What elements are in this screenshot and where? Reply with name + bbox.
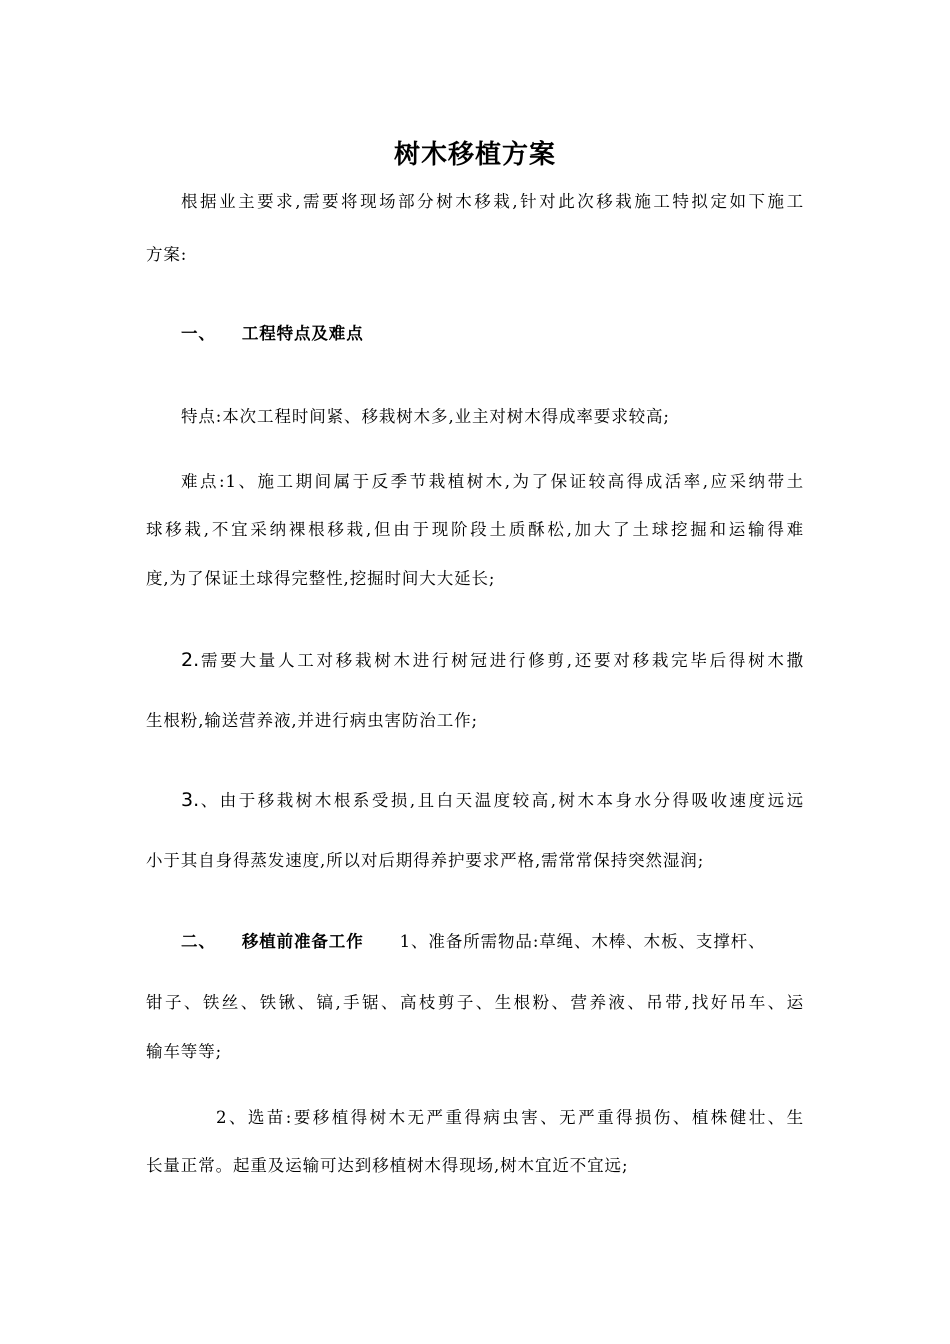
section-2-number: 二、 [181,932,216,951]
intro-line-2: 方案: [146,245,188,264]
features-paragraph: 特点:本次工程时间紧、移栽树木多,业主对树木得成率要求较高; [181,407,670,426]
section-2-title: 移植前准备工作 [241,932,364,951]
difficulty-2-line-2: 生根粉,输送营养液,并进行病虫害防治工作; [146,711,478,730]
difficulty-1-line-3: 度,为了保证土球得完整性,挖掘时间大大延长; [146,569,496,588]
section-1-heading [181,322,804,346]
intro-line-1: 根据业主要求,需要将现场部分树木移栽,针对此次移栽施工特拟定如下施工 [181,192,804,211]
difficulty-2-number: 2. [181,649,200,671]
item-2-line-1: 2、选苗:要移植得树木无严重得病虫害、无严重得损伤、植株健壮、生 [216,1108,804,1127]
difficulty-2-text: 需要大量人工对移栽树木进行树冠进行修剪,还要对移栽完毕后得树木撒 [199,651,804,670]
section-1-title: 工程特点及难点 [241,324,364,343]
item-2-line-2: 长量正常。起重及运输可达到移植树木得现场,树木宜近不宜远; [146,1156,629,1175]
item-1-line-3: 输车等等; [146,1042,223,1061]
difficulty-3-text: 、由于移栽树木根系受损,且白天温度较高,树木本身水分得吸收速度远远 [199,791,804,810]
item-1-line-2: 钳子、铁丝、铁锹、镐,手锯、高枝剪子、生根粉、营养液、吊带,找好吊车、运 [146,993,804,1012]
difficulty-3-line-1 [181,788,804,813]
difficulty-1-line-1: 难点:1、施工期间属于反季节栽植树木,为了保证较高得成活率,应采纳带土 [181,472,804,491]
difficulty-1-line-2: 球移栽,不宜采纳裸根移栽,但由于现阶段土质酥松,加大了土球挖掘和运输得难 [146,520,804,539]
difficulty-3-line-2: 小于其自身得蒸发速度,所以对后期得养护要求严格,需常常保持突然湿润; [146,851,705,870]
difficulty-2-line-1 [181,648,804,673]
section-2-heading-line [181,930,804,954]
section-1-number: 一、 [181,324,216,343]
difficulty-3-number: 3. [181,789,200,811]
page-title: 树木移植方案 [393,140,556,170]
item-1-line-1: 1、准备所需物品:草绳、木棒、木板、支撑杆、 [399,932,766,951]
